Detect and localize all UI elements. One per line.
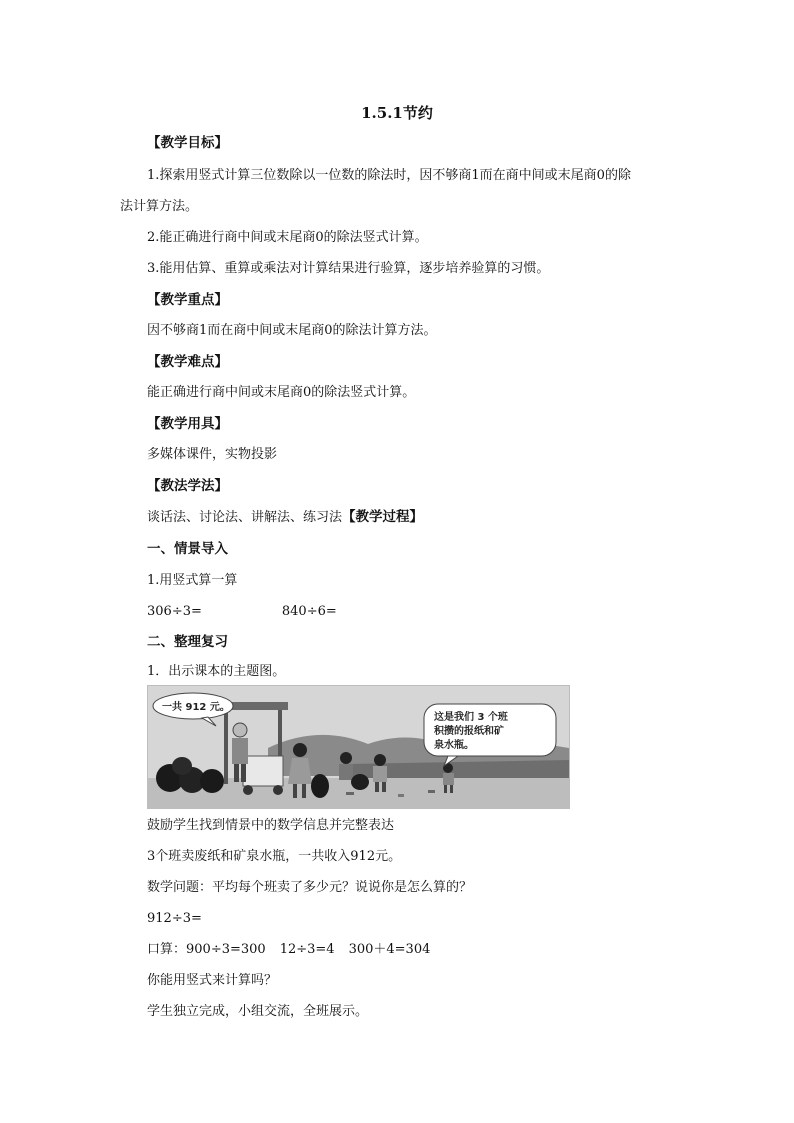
students-text: 学生独立完成，小组交流，全班展示。 bbox=[147, 1004, 369, 1019]
goal-3: 3.能用估算、重算或乘法对计算结果进行验算，逐步培养验算的习惯。 bbox=[147, 261, 550, 276]
calc-a: 306÷3= bbox=[147, 604, 202, 619]
oral-calc-row bbox=[147, 941, 430, 959]
bubble-left-text: 一共 912 元。 bbox=[162, 702, 230, 713]
teaching-methods-header: 【教法学法】 bbox=[147, 478, 228, 494]
teaching-process-header: 【教学过程】 bbox=[342, 509, 424, 525]
encourage-text: 鼓励学生找到情景中的数学信息并完整表达 bbox=[147, 818, 395, 833]
teaching-methods-text: 谈话法、讨论法、讲解法、练习法 bbox=[147, 510, 343, 525]
part-2-item: 1．出示课本的主题图。 bbox=[147, 664, 286, 679]
page-title: 1.5.1节约 bbox=[361, 104, 433, 122]
expression: 912÷3= bbox=[147, 911, 202, 926]
goal-1-line-1: 1.探索用竖式计算三位数除以一位数的除法时，因不够商1而在商中间或末尾商0的除 bbox=[147, 168, 631, 183]
part-1-header: 一、情景导入 bbox=[147, 541, 228, 557]
teaching-tools-text: 多媒体课件，实物投影 bbox=[147, 447, 278, 462]
teaching-tools-header: 【教学用具】 bbox=[147, 416, 228, 432]
oral-calc-3: 300＋4=304 bbox=[348, 942, 431, 957]
goal-2: 2.能正确进行商中间或末尾商0的除法竖式计算。 bbox=[147, 230, 428, 245]
oral-calc-2: 12÷3=4 bbox=[279, 942, 335, 957]
calc-row bbox=[147, 603, 337, 621]
part-2-header: 二、整理复习 bbox=[147, 634, 228, 650]
teaching-key-text: 因不够商1而在商中间或末尾商0的除法计算方法。 bbox=[147, 323, 437, 338]
bubble-right-line-3: 泉水瓶。 bbox=[434, 740, 474, 751]
info-text: 3个班卖废纸和矿泉水瓶，一共收入912元。 bbox=[147, 849, 402, 864]
bubble-right-line-1: 这是我们 3 个班 bbox=[434, 712, 508, 723]
textbook-illustration bbox=[147, 685, 570, 809]
goal-1-line-2: 法计算方法。 bbox=[120, 199, 199, 214]
oral-calc-1: 900÷3=300 bbox=[186, 942, 266, 957]
teaching-goals-header: 【教学目标】 bbox=[147, 135, 228, 151]
teaching-difficulty-header: 【教学难点】 bbox=[147, 354, 228, 370]
teaching-methods-line bbox=[147, 508, 423, 527]
oral-label: 口算： bbox=[147, 942, 187, 957]
ask-text: 你能用竖式来计算吗？ bbox=[147, 973, 278, 988]
question-text: 数学问题：平均每个班卖了多少元？说说你是怎么算的？ bbox=[147, 880, 473, 895]
bubble-right-line-2: 积攒的报纸和矿 bbox=[434, 726, 504, 737]
calc-b: 840÷6= bbox=[281, 604, 337, 619]
part-1-item: 1.用竖式算一算 bbox=[147, 573, 238, 588]
teaching-difficulty-text: 能正确进行商中间或末尾商0的除法竖式计算。 bbox=[147, 385, 416, 400]
teaching-key-header: 【教学重点】 bbox=[147, 292, 228, 308]
